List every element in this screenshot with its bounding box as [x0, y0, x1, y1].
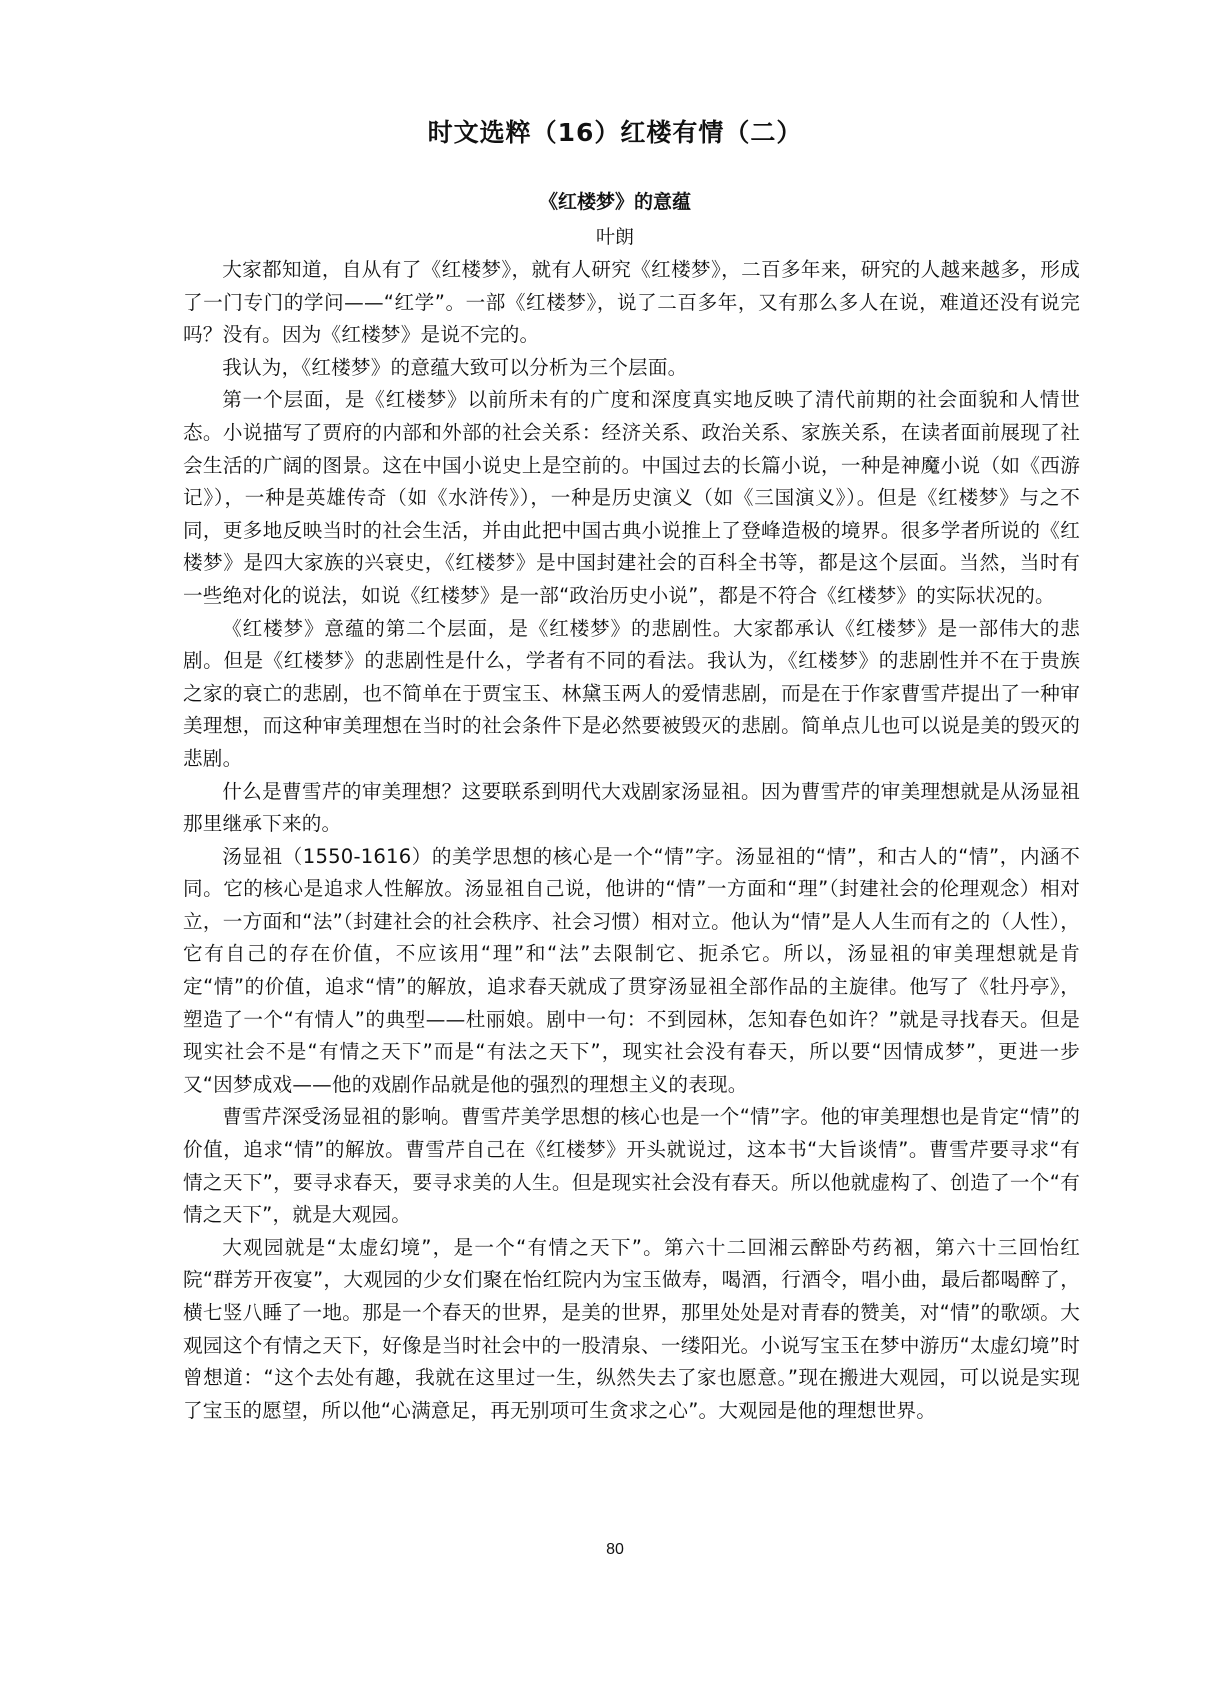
paragraph: 大家都知道，自从有了《红楼梦》，就有人研究《红楼梦》，二百多年来，研究的人越来越多，形成了一门专门的学问——“红学”。一部《红楼梦》，说了二百多年，又有那么多人在说，难道还没有说完吗？没有。因为《红楼梦》是说不完的。 — [183, 258, 1080, 347]
paragraph: 曹雪芹深受汤显祖的影响。曹雪芹美学思想的核心也是一个“情”字。他的审美理想也是肯定“情”的价值，追求“情”的解放。曹雪芹自己在《红楼梦》开头就说过，这本书“大旨谈情”。曹雪芹要寻求“有情之天下”，要寻求春天，要寻求美的人生。但是现实社会没有春天。所以他就虚构了、创造了一个“有情之天下”，就是大观园。 — [183, 1105, 1080, 1227]
paragraph: 大观园就是“太虚幻境”，是一个“有情之天下”。第六十二回湘云醉卧芍药裀，第六十三回怡红院“群芳开夜宴”，大观园的少女们聚在怡红院内为宝玉做寿，喝酒，行酒令，唱小曲，最后都喝醉了，横七竖八睡了一地。那是一个春天的世界，是美的世界，那里处处是对青春的赞美，对“情”的歌颂。大观园这个有情之天下，好像是当时社会中的一股清泉、一缕阳光。小说写宝玉在梦中游历“太虚幻境”时曾想道：“这个去处有趣，我就在这里过一生，纵然失去了家也愿意。”现在搬进大观园，可以说是实现了宝玉的愿望，所以他“心满意足，再无别项可生贪求之心”。大观园是他的理想世界。 — [183, 1235, 1080, 1422]
paragraph: 《红楼梦》意蕴的第二个层面，是《红楼梦》的悲剧性。大家都承认《红楼梦》是一部伟大的悲剧。但是《红楼梦》的悲剧性是什么，学者有不同的看法。我认为，《红楼梦》的悲剧性并不在于贵族之家的衰亡的悲剧，也不简单在于贾宝玉、林黛玉两人的爱情悲剧，而是在于作家曹雪芹提出了一种审美理想，而这种审美理想在当时的社会条件下是必然要被毁灭的悲剧。简单点儿也可以说是美的毁灭的悲剧。 — [183, 616, 1080, 770]
paragraph: 我认为，《红楼梦》的意蕴大致可以分析为三个层面。 — [222, 355, 688, 379]
paragraph: 汤显祖（1550-1616）的美学思想的核心是一个“情”字。汤显祖的“情”，和古人的“情”，内涵不同。它的核心是追求人性解放。汤显祖自己说，他讲的“情”一方面和“理”（封建社会的伦理观念）相对立，一方面和“法”（封建社会的社会秩序、社会习惯）相对立。他认为“情”是人人生而有之的（人性），它有自己的存在价值，不应该用“理”和“法”去限制它、扼杀它。所以，汤显祖的审美理想就是肯定“情”的价值，追求“情”的解放，追求春天就成了贯穿汤显祖全部作品的主旋律。他写了《牡丹亭》，塑造了一个“有情人”的典型——杜丽娘。剧中一句：不到园林，怎知春色如许？”就是寻找春天。但是现实社会不是“有情之天下”而是“有法之天下”，现实社会没有春天，所以要“因情成梦”，更进一步又“因梦成戏——他的戏剧作品就是他的强烈的理想主义的表现。 — [183, 844, 1080, 1096]
paragraph: 什么是曹雪芹的审美理想？这要联系到明代大戏剧家汤显祖。因为曹雪芹的审美理想就是从汤显祖那里继承下来的。 — [183, 779, 1080, 836]
article-author: 叶朗 — [595, 226, 634, 248]
article-title: 《红楼梦》的意蕴 — [538, 191, 691, 213]
page-number: 80 — [606, 1541, 624, 1558]
page-title: 时文选粹（16）红楼有情（二） — [427, 118, 803, 147]
paragraph: 第一个层面，是《红楼梦》以前所未有的广度和深度真实地反映了清代前期的社会面貌和人情世态。小说描写了贾府的内部和外部的社会关系：经济关系、政治关系、家族关系，在读者面前展现了社会生活的广阔的图景。这在中国小说史上是空前的。中国过去的长篇小说，一种是神魔小说（如《西游记》），一种是英雄传奇（如《水浒传》），一种是历史演义（如《三国演义》）。但是《红楼梦》与之不同，更多地反映当时的社会生活，并由此把中国古典小说推上了登峰造极的境界。很多学者所说的《红楼梦》是四大家族的兴衰史，《红楼梦》是中国封建社会的百科全书等，都是这个层面。当然，当时有一些绝对化的说法，如说《红楼梦》是一部“政治历史小说”，都是不符合《红楼梦》的实际状况的。 — [183, 388, 1080, 607]
article-body — [183, 254, 1080, 1427]
